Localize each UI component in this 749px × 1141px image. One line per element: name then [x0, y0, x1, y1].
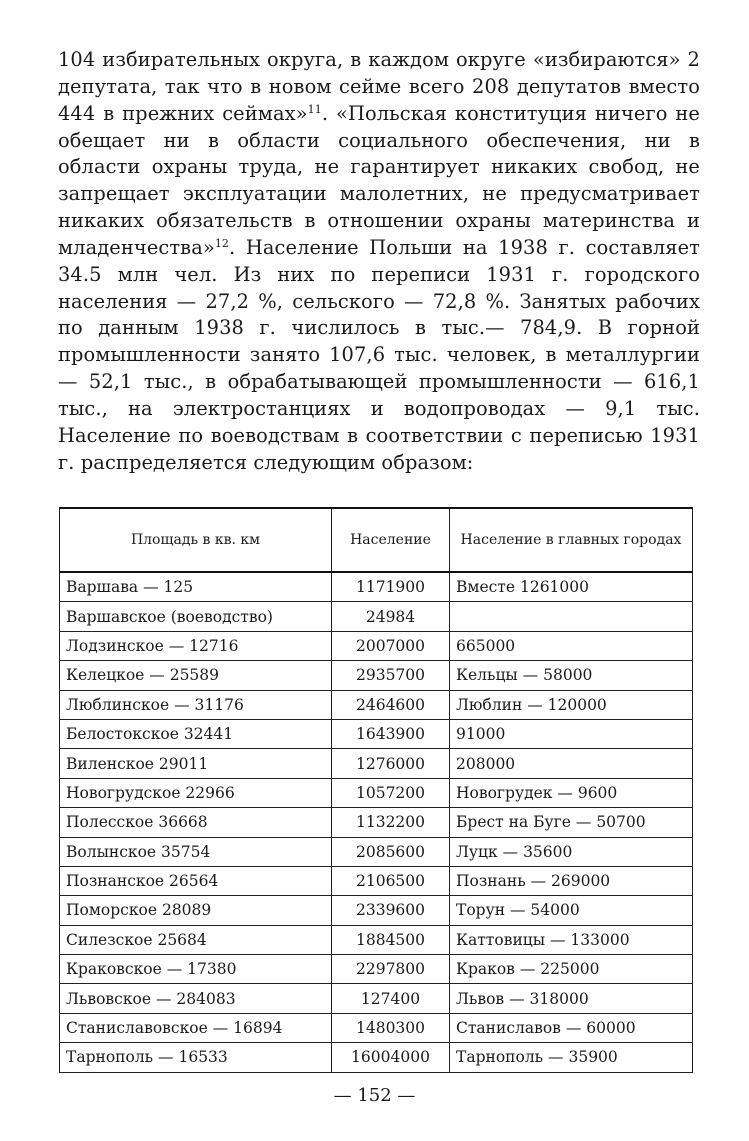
- table-row: [60, 1013, 693, 1042]
- cell-population: 1276000: [332, 749, 450, 778]
- body-paragraph: [58, 47, 700, 477]
- table-row: [60, 778, 693, 807]
- cell-population: 2106500: [332, 866, 450, 895]
- cell-area: Львовское — 284083: [60, 984, 332, 1013]
- header-population: Население: [332, 508, 450, 572]
- cell-area: Варшавское (воеводство): [60, 602, 332, 631]
- cell-area: Краковское — 17380: [60, 955, 332, 984]
- cell-cities: Тарнополь — 35900: [450, 1043, 693, 1072]
- cell-cities: 91000: [450, 719, 693, 748]
- cell-cities: Кельцы — 58000: [450, 661, 693, 690]
- cell-area: Белостокское 32441: [60, 719, 332, 748]
- cell-cities: Торун — 54000: [450, 896, 693, 925]
- table-row: [60, 837, 693, 866]
- cell-population: 2464600: [332, 690, 450, 719]
- cell-cities: 208000: [450, 749, 693, 778]
- table-body: [60, 572, 693, 1072]
- table-row: [60, 896, 693, 925]
- header-area: Площадь в кв. км: [60, 508, 332, 572]
- cell-cities: Краков — 225000: [450, 955, 693, 984]
- paragraph-text-part1: 104 избирательных округа, в каждом округе «избираются» 2 депутата, так что в новом сейме всего 208 депутатов вместо 444 в прежних сеймах»: [58, 48, 700, 125]
- table-row: [60, 690, 693, 719]
- paragraph-text-part3: . Население Польши на 1938 г. составляет 34.5 млн чел. Из них по переписи 1931 г. городского населения — 27,2 %, сельского — 72,8 %. Занятых рабочих по данным 1938 г. числилось в тыс.— 784,9. В горной промышленности занято 107,6 тыс. человек, в металлургии — 52,1 тыс., в обрабатывающей промышленности — 616,1 тыс., на электростанциях и водопроводах — 9,1 тыс. Население по воеводствам в соответствии с переписью 1931 г. распределяется следующим образом:: [58, 235, 700, 474]
- cell-population: 2007000: [332, 631, 450, 660]
- cell-population: 1480300: [332, 1013, 450, 1042]
- cell-population: 2297800: [332, 955, 450, 984]
- cell-cities: Брест на Буге — 50700: [450, 808, 693, 837]
- cell-cities: Новогрудек — 9600: [450, 778, 693, 807]
- table-row: [60, 631, 693, 660]
- cell-cities: Люблин — 120000: [450, 690, 693, 719]
- paragraph-text-part2: . «Польская конституция ничего не обещает ни в области социального обеспечения, ни в области охраны труда, не гарантирует никаких свобод, не запрещает эксплуатации малолетних, не предусматривает никаких обязательств в отношении охраны материнства и младенчества»: [58, 101, 700, 259]
- header-cities: Население в главных городах: [450, 508, 693, 572]
- cell-cities: 665000: [450, 631, 693, 660]
- cell-population: 127400: [332, 984, 450, 1013]
- cell-area: Силезское 25684: [60, 925, 332, 954]
- cell-area: Варшава — 125: [60, 572, 332, 602]
- cell-area: Виленское 29011: [60, 749, 332, 778]
- cell-cities: Львов — 318000: [450, 984, 693, 1013]
- cell-population: 1132200: [332, 808, 450, 837]
- cell-cities: Каттовицы — 133000: [450, 925, 693, 954]
- cell-area: Познанское 26564: [60, 866, 332, 895]
- cell-cities: [450, 602, 693, 631]
- footnote-ref-12: 12: [214, 236, 230, 250]
- cell-population: 1171900: [332, 572, 450, 602]
- cell-area: Поморское 28089: [60, 896, 332, 925]
- cell-cities: Луцк — 35600: [450, 837, 693, 866]
- population-table: [59, 507, 693, 1073]
- cell-area: Волынское 35754: [60, 837, 332, 866]
- page-number: — 152 —: [333, 1085, 416, 1106]
- population-table-container: [59, 507, 692, 1073]
- cell-cities: Станиславов — 60000: [450, 1013, 693, 1042]
- cell-area: Люблинское — 31176: [60, 690, 332, 719]
- cell-area: Лодзинское — 12716: [60, 631, 332, 660]
- table-row: [60, 661, 693, 690]
- table-row: [60, 1043, 693, 1072]
- cell-cities: Познань — 269000: [450, 866, 693, 895]
- table-row: [60, 866, 693, 895]
- cell-population: 24984: [332, 602, 450, 631]
- table-row: [60, 925, 693, 954]
- cell-population: 1643900: [332, 719, 450, 748]
- cell-area: Тарнополь — 16533: [60, 1043, 332, 1072]
- table-row: [60, 808, 693, 837]
- table-row: [60, 749, 693, 778]
- table-row: [60, 955, 693, 984]
- table-row: [60, 719, 693, 748]
- cell-cities: Вместе 1261000: [450, 572, 693, 602]
- footnote-ref-11: 11: [307, 102, 322, 116]
- cell-population: 16004000: [332, 1043, 450, 1072]
- cell-population: 2085600: [332, 837, 450, 866]
- cell-area: Станиславовское — 16894: [60, 1013, 332, 1042]
- table-row: [60, 602, 693, 631]
- cell-population: 1884500: [332, 925, 450, 954]
- cell-area: Полесское 36668: [60, 808, 332, 837]
- cell-area: Новогрудское 22966: [60, 778, 332, 807]
- table-row: [60, 984, 693, 1013]
- table-header-row: [60, 508, 693, 572]
- cell-area: Келецкое — 25589: [60, 661, 332, 690]
- cell-population: 2339600: [332, 896, 450, 925]
- table-row: [60, 572, 693, 602]
- cell-population: 1057200: [332, 778, 450, 807]
- cell-population: 2935700: [332, 661, 450, 690]
